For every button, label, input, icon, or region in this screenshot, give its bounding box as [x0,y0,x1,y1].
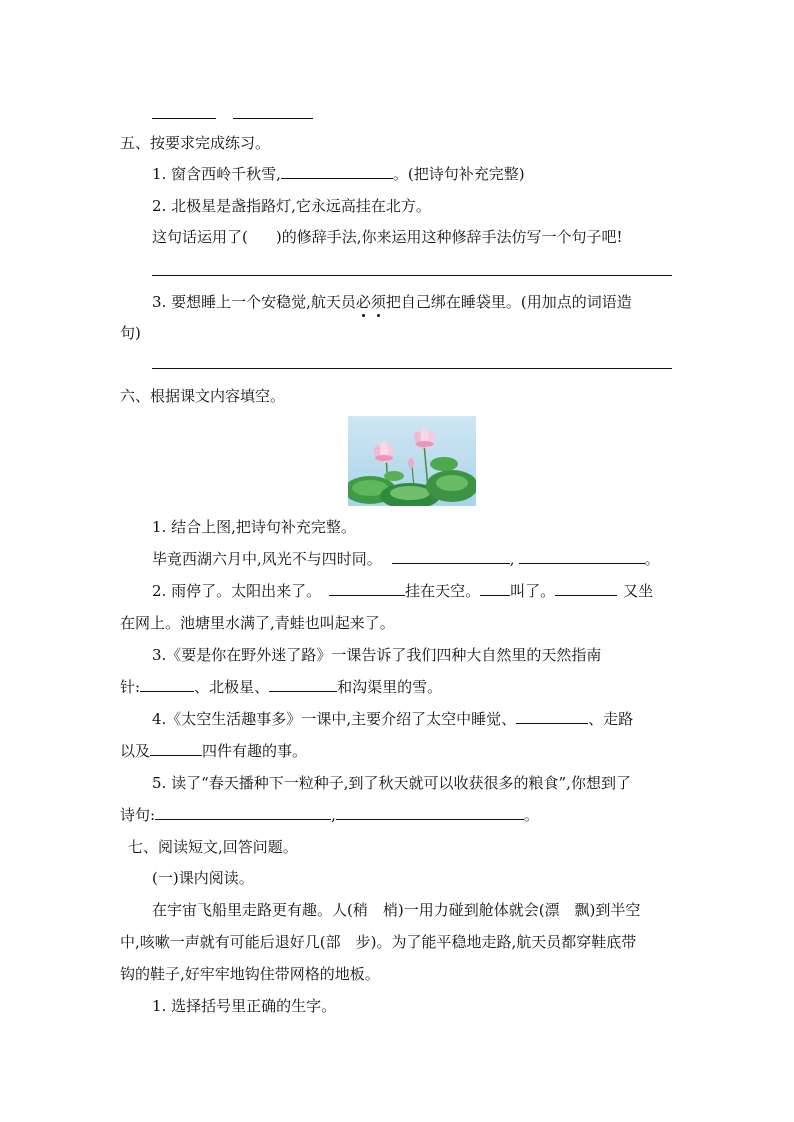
question-text-a: 4.《太空生活趣事多》一课中,主要介绍了太空中睡觉、 [152,710,517,728]
question-6-2 [152,581,653,601]
question-text-a: 2. 雨停了。太阳出来了。 [152,582,322,600]
answer-blank[interactable] [392,549,510,564]
answer-blank[interactable] [480,581,510,596]
question-text: 1. 窗含西岭千秋雪, [152,165,281,183]
subsection-heading: (一)课内阅读。 [152,869,254,887]
dotted-char: 须 [370,293,386,311]
reading-passage-line: 在宇宙飞船里走路更有趣。人(稍 梢)一用力碰到舱体就会(漂 飘)到半空 [152,901,641,919]
poem-line: 毕竟西湖六月中,风光不与四时同。 [152,550,382,568]
question-text-a: 以及 [120,742,151,760]
question-text-d: 又坐 [623,582,654,600]
answer-blank[interactable] [269,677,337,692]
period: 。 [644,550,660,568]
section-6-heading: 六、根据课文内容填空。 [120,387,286,405]
question-7-1: 1. 选择括号里正确的生字。 [152,997,337,1015]
answer-blank[interactable] [152,104,216,119]
section-5-heading: 五、按要求完成练习。 [120,134,271,152]
question-text-a: 针: [120,678,141,696]
question-text-a: 3. 要想睡上一个安稳觉,航天员 [152,293,356,311]
question-5-1 [152,164,525,184]
question-text-c: 叫了。 [510,582,556,600]
question-text-b: 、北极星、 [194,678,270,696]
question-6-1: 1. 结合上图,把诗句补充完整。 [152,518,356,536]
question-6-3-cont [120,677,442,697]
question-6-1-poem [152,549,660,569]
question-5-2: 2. 北极星是盏指路灯,它永远高挂在北方。 [152,197,431,215]
question-5-3-cont: 句) [120,324,141,342]
comma: , [509,550,515,568]
answer-line[interactable] [152,275,672,276]
question-text-b: 挂在天空。 [405,582,481,600]
question-6-5: 5. 读了“春天播种下一粒种子,到了秋天就可以收获很多的粮食”,你想到了 [152,774,631,792]
answer-blank[interactable] [150,741,202,756]
reading-passage-line: 钩的鞋子,好牢牢地钩住带网格的地板。 [120,965,380,983]
comma: , [331,806,336,824]
question-text-a: 诗句: [120,806,156,824]
question-5-3 [152,292,632,312]
question-6-3: 3.《要是你在野外迷了路》一课告诉了我们四种大自然里的天然指南 [152,646,602,664]
answer-blank[interactable] [516,709,588,724]
section-7-heading: 七、阅读短文,回答问题。 [128,838,298,856]
answer-blank[interactable] [140,677,194,692]
question-5-2-prompt [152,227,623,247]
question-6-4 [152,709,633,729]
question-text-c: 和沟渠里的雪。 [337,678,443,696]
answer-blank[interactable] [329,581,405,596]
dotted-char: 必 [355,293,371,311]
question-hint: 。(把诗句补充完整) [392,165,525,183]
question-6-2-cont: 在网上。池塘里水满了,青蛙也叫起来了。 [120,614,395,632]
answer-blank[interactable] [555,581,617,596]
answer-blank[interactable] [519,549,645,564]
answer-blank[interactable] [233,104,313,119]
period: 。 [523,806,539,824]
answer-line[interactable] [152,368,672,369]
answer-blank[interactable] [281,164,393,179]
prompt-text-b: )的修辞手法,你来运用这种修辞手法仿写一个句子吧! [275,228,623,246]
question-text-b: 把自己绑在睡袋里。(用加点的词语造 [385,293,632,311]
question-text-b: 、走路 [588,710,634,728]
answer-blank[interactable] [336,805,524,820]
question-6-4-cont [120,741,307,761]
lotus-image [348,416,476,506]
reading-passage-line: 中,咳嗽一声就有可能后退好几(部 步)。为了能平稳地走路,航天员都穿鞋底带 [120,933,637,951]
question-text-b: 四件有趣的事。 [202,742,308,760]
answer-blank[interactable] [155,805,331,820]
prompt-text-a: 这句话运用了( [152,228,248,246]
question-6-5-cont [120,805,539,825]
